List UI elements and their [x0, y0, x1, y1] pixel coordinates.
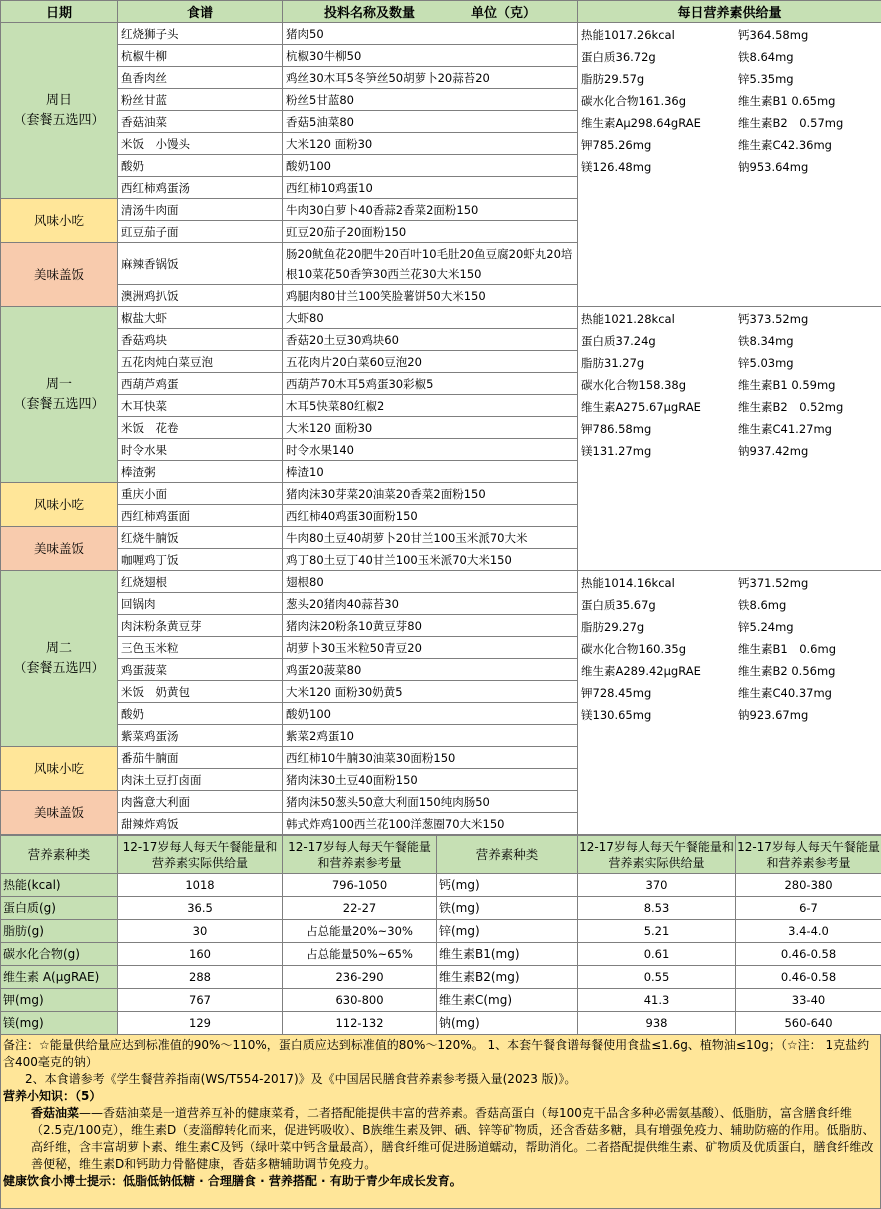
dish-name: 甜辣炸鸡饭	[118, 813, 283, 835]
nutrient-row	[1, 1012, 881, 1035]
dish-name: 咖喱鸡丁饭	[118, 549, 283, 571]
knowledge-title: 营养小知识：（5）	[3, 1088, 878, 1105]
ingredient-list: 猪肉50	[283, 23, 578, 45]
nutrition-value: 热能1014.16kcal	[581, 572, 738, 594]
reference-header: 12-17岁每人每天午餐能量和营养素参考量	[283, 836, 437, 874]
ingredient-list: 酸奶100	[283, 155, 578, 177]
nutrient-name: 镁(mg)	[1, 1012, 118, 1035]
nutrient-name-2: 维生素B2(mg)	[437, 966, 578, 989]
ingredient-list: 棒渣10	[283, 461, 578, 483]
reference-value-2: 280-380	[736, 874, 881, 897]
dish-name: 鸡蛋菠菜	[118, 659, 283, 681]
nutrient-kind-header: 营养素种类	[1, 836, 118, 874]
nutrition-value: 脂肪31.27g	[581, 352, 738, 374]
actual-value: 36.5	[118, 897, 283, 920]
dish-name: 米饭 奶黄包	[118, 681, 283, 703]
snack-label: 风味小吃	[1, 747, 118, 791]
nutrition-value: 维生素A289.42μgRAE	[581, 660, 738, 682]
reference-header-2: 12-17岁每人每天午餐能量和营养素参考量	[736, 836, 881, 874]
dish-name: 肉酱意大利面	[118, 791, 283, 813]
nutrition-value: 蛋白质35.67g	[581, 594, 738, 616]
nutrient-header-row	[1, 836, 881, 874]
header-ingredients	[283, 1, 578, 23]
header-unit: 单位（克）	[471, 6, 536, 21]
ingredient-list: 大虾80	[283, 307, 578, 329]
daily-nutrition	[578, 571, 881, 835]
dish-name: 番茄牛腩面	[118, 747, 283, 769]
nutrition-value: 脂肪29.57g	[581, 68, 738, 90]
nutrient-name: 碳水化合物(g)	[1, 943, 118, 966]
nutrient-name-2: 钙(mg)	[437, 874, 578, 897]
nutrient-name-2: 钠(mg)	[437, 1012, 578, 1035]
nutrition-value: 维生素C42.36mg	[738, 134, 881, 156]
nutrient-row	[1, 920, 881, 943]
note-line-2: 2、本食谱参考《学生餐营养指南(WS/T554-2017)》及《中国居民膳食营养素参考摄入量(2023 版)》。	[3, 1071, 878, 1088]
actual-value: 288	[118, 966, 283, 989]
actual-value-2: 938	[578, 1012, 736, 1035]
menu-row	[1, 307, 881, 329]
ingredient-list: 西红柿10鸡蛋10	[283, 177, 578, 199]
ingredient-list: 猪肉沫30土豆40面粉150	[283, 769, 578, 791]
nutrient-name-2: 维生素B1(mg)	[437, 943, 578, 966]
nutrition-value: 钾785.26mg	[581, 134, 738, 156]
day-sub: （套餐五选四）	[13, 661, 104, 676]
nutrition-value: 维生素A275.67μgRAE	[581, 396, 738, 418]
header-nutrition: 每日营养素供给量	[578, 1, 881, 23]
actual-value-2: 41.3	[578, 989, 736, 1012]
day-name: 周日	[46, 93, 72, 108]
nutrient-name-2: 维生素C(mg)	[437, 989, 578, 1012]
reference-value-2: 560-640	[736, 1012, 881, 1035]
actual-value-2: 370	[578, 874, 736, 897]
reference-value-2: 0.46-0.58	[736, 943, 881, 966]
actual-header-2: 12-17岁每人每天午餐能量和营养素实际供给量	[578, 836, 736, 874]
note-line-1: 备注：☆能量供给量应达到标准值的90%～110%，蛋白质应达到标准值的80%～120%。 1、本套午餐食谱每餐使用食盐≤1.6g、植物油≤10g；（☆注： 1克盐约含400毫克的钠）	[3, 1037, 878, 1071]
reference-value-2: 33-40	[736, 989, 881, 1012]
nutrition-value: 铁8.6mg	[738, 594, 881, 616]
nutrition-value: 锌5.35mg	[738, 68, 881, 90]
actual-value-2: 8.53	[578, 897, 736, 920]
ingredient-list: 香菇20土豆30鸡块60	[283, 329, 578, 351]
nutrition-value: 热能1021.28kcal	[581, 308, 738, 330]
dish-name: 米饭 花卷	[118, 417, 283, 439]
knowledge-text	[3, 1105, 878, 1173]
dish-name: 粉丝甘蓝	[118, 89, 283, 111]
dish-name: 西红柿鸡蛋汤	[118, 177, 283, 199]
nutrition-value: 钠937.42mg	[738, 440, 881, 462]
snack-label: 风味小吃	[1, 483, 118, 527]
actual-value: 129	[118, 1012, 283, 1035]
dish-name: 清汤牛肉面	[118, 199, 283, 221]
ingredient-list: 香菇5油菜80	[283, 111, 578, 133]
reference-value: 占总能量20%~30%	[283, 920, 437, 943]
nutrition-value: 蛋白质37.24g	[581, 330, 738, 352]
nutrient-row	[1, 874, 881, 897]
day-name: 周二	[46, 641, 72, 656]
nutrition-value: 镁126.48mg	[581, 156, 738, 178]
knowledge-head: 香菇油菜	[31, 1106, 79, 1120]
dish-name: 红烧狮子头	[118, 23, 283, 45]
ingredient-list: 牛肉80土豆40胡萝卜20甘兰100玉米派70大米	[283, 527, 578, 549]
ingredient-list: 翅根80	[283, 571, 578, 593]
header-recipe: 食谱	[118, 1, 283, 23]
nutrient-table	[0, 835, 881, 1035]
dish-name: 澳洲鸡扒饭	[118, 285, 283, 307]
reference-value: 112-132	[283, 1012, 437, 1035]
dish-name: 椒盐大虾	[118, 307, 283, 329]
dish-name: 红烧牛腩饭	[118, 527, 283, 549]
ingredient-list: 大米120 面粉30	[283, 133, 578, 155]
reference-value: 22-27	[283, 897, 437, 920]
dish-name: 酸奶	[118, 703, 283, 725]
nutrient-name: 蛋白质(g)	[1, 897, 118, 920]
nutrition-value: 钠923.67mg	[738, 704, 881, 726]
nutrition-value: 脂肪29.27g	[581, 616, 738, 638]
dish-name: 豇豆茄子面	[118, 221, 283, 243]
ingredient-list: 紫菜2鸡蛋10	[283, 725, 578, 747]
rice-label: 美味盖饭	[1, 527, 118, 571]
ingredient-list: 葱头20猪肉40蒜苔30	[283, 593, 578, 615]
day-cell	[1, 571, 118, 747]
nutrition-value: 维生素B2 0.52mg	[738, 396, 881, 418]
ingredient-list: 鸡蛋20菠菜80	[283, 659, 578, 681]
actual-value: 30	[118, 920, 283, 943]
nutrition-value: 钙371.52mg	[738, 572, 881, 594]
nutrition-value: 热能1017.26kcal	[581, 24, 738, 46]
dish-name: 香菇油菜	[118, 111, 283, 133]
nutrition-value: 维生素B2 0.56mg	[738, 660, 881, 682]
day-cell	[1, 23, 118, 199]
nutrition-value: 镁130.65mg	[581, 704, 738, 726]
dish-name: 西葫芦鸡蛋	[118, 373, 283, 395]
header-date: 日期	[1, 1, 118, 23]
ingredient-list: 粉丝5甘蓝80	[283, 89, 578, 111]
dish-name: 酸奶	[118, 155, 283, 177]
dish-name: 棒渣粥	[118, 461, 283, 483]
nutrient-name-2: 锌(mg)	[437, 920, 578, 943]
reference-value: 630-800	[283, 989, 437, 1012]
nutrient-name: 热能(kcal)	[1, 874, 118, 897]
ingredient-list: 牛肉30白萝卜40香蒜2香菜2面粉150	[283, 199, 578, 221]
nutrition-value: 维生素Aμ298.64gRAE	[581, 112, 738, 134]
rice-label: 美味盖饭	[1, 791, 118, 835]
dish-name: 回锅肉	[118, 593, 283, 615]
dish-name: 肉沫土豆打卤面	[118, 769, 283, 791]
nutrient-row	[1, 943, 881, 966]
dish-name: 米饭 小馒头	[118, 133, 283, 155]
health-tip: 健康饮食小博士提示：低脂低钠低糖 · 合理膳食 · 营养搭配 · 有助于青少年成长发育。	[3, 1173, 878, 1190]
ingredient-list: 西红柿10牛腩30油菜30面粉150	[283, 747, 578, 769]
dish-name: 鱼香肉丝	[118, 67, 283, 89]
ingredient-list: 鸡丝30木耳5冬笋丝50胡萝卜20蒜苔20	[283, 67, 578, 89]
actual-value-2: 0.55	[578, 966, 736, 989]
nutrient-name: 维生素 A(μgRAE)	[1, 966, 118, 989]
nutrition-value: 维生素C40.37mg	[738, 682, 881, 704]
nutrient-kind-header-2: 营养素种类	[437, 836, 578, 874]
day-name: 周一	[46, 377, 72, 392]
notes-section	[0, 1035, 881, 1209]
nutrition-value: 蛋白质36.72g	[581, 46, 738, 68]
actual-value: 160	[118, 943, 283, 966]
ingredient-list: 西葫芦70木耳5鸡蛋30彩椒5	[283, 373, 578, 395]
ingredient-list: 大米120 面粉30	[283, 417, 578, 439]
nutrition-value: 锌5.24mg	[738, 616, 881, 638]
nutrition-value: 碳水化合物160.35g	[581, 638, 738, 660]
nutrition-value: 碳水化合物161.36g	[581, 90, 738, 112]
dish-name: 西红柿鸡蛋面	[118, 505, 283, 527]
menu-row	[1, 23, 881, 45]
knowledge-body: ——香菇油菜是一道营养互补的健康菜肴，二者搭配能提供丰富的营养素。香菇高蛋白（每100克干品含多种必需氨基酸）、低脂肪，富含膳食纤维（2.5克/100克），维生素D（麦淄醇转化而来，促进钙吸收）、B族维生素及钾、硒、锌等矿物质，还含香菇多糖，具有增强免疫力、辅助防癌的作用。低脂肪、高纤维，含丰富胡萝卜素、维生素C及钙（绿叶菜中钙含量最高），膳食纤维可促进肠道蠕动，帮助消化。二者搭配提供维生素、矿物质及优质蛋白，膳食纤维改善便秘，维生素D和钙助力骨骼健康，香菇多糖辅助调节免疫力。	[31, 1106, 875, 1171]
dish-name: 木耳快菜	[118, 395, 283, 417]
ingredient-list: 木耳5快菜80红椒2	[283, 395, 578, 417]
nutrition-value: 维生素B1 0.6mg	[738, 638, 881, 660]
header-ingredients-label: 投料名称及数量	[324, 6, 415, 21]
ingredient-list: 五花肉片20白菜60豆泡20	[283, 351, 578, 373]
ingredient-list: 胡萝卜30玉米粒50青豆20	[283, 637, 578, 659]
menu-row	[1, 571, 881, 593]
nutrient-name: 钾(mg)	[1, 989, 118, 1012]
nutrition-value: 维生素C41.27mg	[738, 418, 881, 440]
dish-name: 五花肉炖白菜豆泡	[118, 351, 283, 373]
ingredient-list: 时令水果140	[283, 439, 578, 461]
ingredient-list: 韩式炸鸡100西兰花100洋葱圈70大米150	[283, 813, 578, 835]
ingredient-list: 豇豆20茄子20面粉150	[283, 221, 578, 243]
ingredient-list: 肠20鱿鱼花20肥牛20百叶10毛肚20鱼豆腐20虾丸20培根10菜花50香笋30西兰花30大米150	[283, 243, 578, 285]
nutrition-value: 铁8.64mg	[738, 46, 881, 68]
dish-name: 三色玉米粒	[118, 637, 283, 659]
actual-value: 767	[118, 989, 283, 1012]
nutrition-value: 铁8.34mg	[738, 330, 881, 352]
nutrition-value: 钾728.45mg	[581, 682, 738, 704]
nutrition-value: 钠953.64mg	[738, 156, 881, 178]
reference-value-2: 3.4-4.0	[736, 920, 881, 943]
reference-value-2: 6-7	[736, 897, 881, 920]
nutrition-value: 钙373.52mg	[738, 308, 881, 330]
ingredient-list: 酸奶100	[283, 703, 578, 725]
dish-name: 重庆小面	[118, 483, 283, 505]
nutrition-value: 维生素B1 0.65mg	[738, 90, 881, 112]
ingredient-list: 西红柿40鸡蛋30面粉150	[283, 505, 578, 527]
nutrient-name: 脂肪(g)	[1, 920, 118, 943]
ingredient-list: 鸡丁80土豆丁40甘兰100玉米派70大米150	[283, 549, 578, 571]
rice-label: 美味盖饭	[1, 243, 118, 307]
nutrition-value: 碳水化合物158.38g	[581, 374, 738, 396]
day-sub: （套餐五选四）	[13, 397, 104, 412]
ingredient-list: 鸡腿肉80甘兰100笑脸薯饼50大米150	[283, 285, 578, 307]
dish-name: 红烧翅根	[118, 571, 283, 593]
nutrient-name-2: 铁(mg)	[437, 897, 578, 920]
actual-value-2: 5.21	[578, 920, 736, 943]
ingredient-list: 猪肉沫30芽菜20油菜20香菜2面粉150	[283, 483, 578, 505]
reference-value: 236-290	[283, 966, 437, 989]
ingredient-list: 猪肉沫50葱头50意大利面150纯肉肠50	[283, 791, 578, 813]
nutrient-row	[1, 897, 881, 920]
dish-name: 香菇鸡块	[118, 329, 283, 351]
ingredient-list: 杭椒30牛柳50	[283, 45, 578, 67]
daily-nutrition	[578, 23, 881, 307]
nutrition-value: 锌5.03mg	[738, 352, 881, 374]
actual-value: 1018	[118, 874, 283, 897]
actual-value-2: 0.61	[578, 943, 736, 966]
ingredient-list: 大米120 面粉30奶黄5	[283, 681, 578, 703]
dish-name: 杭椒牛柳	[118, 45, 283, 67]
nutrition-value: 维生素B1 0.59mg	[738, 374, 881, 396]
dish-name: 紫菜鸡蛋汤	[118, 725, 283, 747]
reference-value-2: 0.46-0.58	[736, 966, 881, 989]
actual-header: 12-17岁每人每天午餐能量和营养素实际供给量	[118, 836, 283, 874]
dish-name: 时令水果	[118, 439, 283, 461]
nutrition-value: 钙364.58mg	[738, 24, 881, 46]
snack-label: 风味小吃	[1, 199, 118, 243]
day-sub: （套餐五选四）	[13, 113, 104, 128]
ingredient-list: 猪肉沫20粉条10黄豆芽80	[283, 615, 578, 637]
day-cell	[1, 307, 118, 483]
dish-name: 肉沫粉条黄豆芽	[118, 615, 283, 637]
menu-header-row	[1, 1, 881, 23]
reference-value: 796-1050	[283, 874, 437, 897]
nutrition-value: 镁131.27mg	[581, 440, 738, 462]
nutrient-row	[1, 989, 881, 1012]
reference-value: 占总能量50%~65%	[283, 943, 437, 966]
nutrition-value: 维生素B2 0.57mg	[738, 112, 881, 134]
nutrition-value: 钾786.58mg	[581, 418, 738, 440]
nutrient-row	[1, 966, 881, 989]
dish-name: 麻辣香锅饭	[118, 243, 283, 285]
daily-nutrition	[578, 307, 881, 571]
